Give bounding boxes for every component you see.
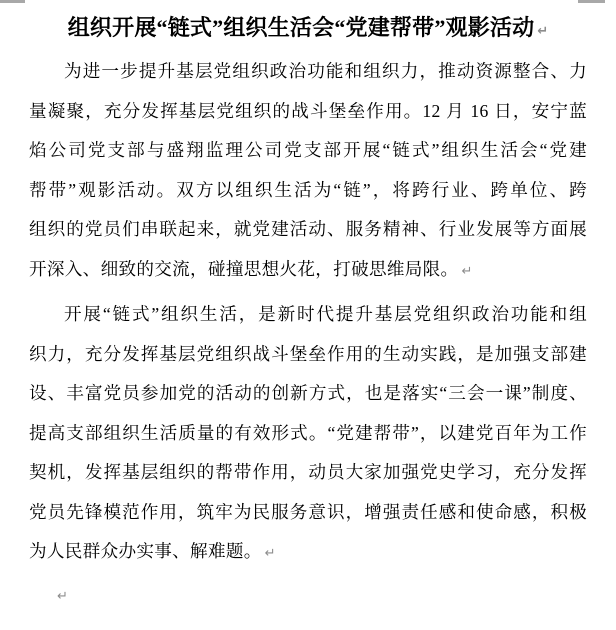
empty-paragraph: [29, 576, 587, 616]
text-line: 织力，充分发挥基层党组织战斗堡垒作用的生动实践，是加强支部建: [29, 343, 587, 364]
paragraph: [29, 52, 587, 289]
text-line: [29, 532, 587, 572]
paragraph-mark-icon: ↵: [264, 546, 276, 561]
paragraph-mark-icon: ↵: [461, 263, 473, 279]
text-line: 契机，发挥基层组织的帮带作用，动员大家加强党史学习，充分发挥: [29, 462, 587, 482]
page-title-text: 组织开展“链式”组织生活会“党建帮带”观影活动: [67, 15, 535, 40]
text-line: 设、丰富党员参加党的活动的创新方式，也是落实“三会一课”制度、: [29, 383, 587, 403]
text-line-text: 为人民群众办实事、解难题。: [29, 541, 262, 561]
text-line: 党员先锋模范作用，筑牢为民服务意识，增强责任感和使命感，积极: [29, 501, 587, 522]
text-line: 帮带”观影活动。双方以组织生活为“链”，将跨行业、跨单位、跨: [29, 179, 587, 200]
text-line: [29, 250, 587, 290]
text-line: 量凝聚，充分发挥基层党组织的战斗堡垒作用。12 月 16 日，安宁蓝: [29, 100, 587, 121]
paragraph: [29, 295, 587, 572]
text-line-text: 开深入、细致的交流，碰撞思想火花，打破思维局限。: [29, 258, 459, 279]
text-line: 开展“链式”组织生活，是新时代提升基层党组织政治功能和组: [64, 304, 587, 324]
text-line: 提高支部组织生活质量的有效形式。“党建帮带”，以建党百年为工作: [29, 422, 587, 443]
top-left-crop-mark: [0, 0, 25, 3]
top-right-crop-mark: [578, 0, 605, 3]
document-content: [29, 10, 587, 615]
text-line: 组织的党员们串联起来，就党建活动、服务精神、行业发展等方面展: [29, 219, 587, 239]
paragraph-mark-icon: ↵: [57, 588, 68, 604]
text-line: 焰公司党支部与盛翔监理公司党支部开展“链式”组织生活会“党建: [29, 140, 587, 160]
page-title: [29, 10, 587, 50]
paragraph-mark-icon: ↵: [537, 24, 549, 39]
text-line: 为进一步提升基层党组织政治功能和组织力，推动资源整合、力: [64, 61, 587, 81]
